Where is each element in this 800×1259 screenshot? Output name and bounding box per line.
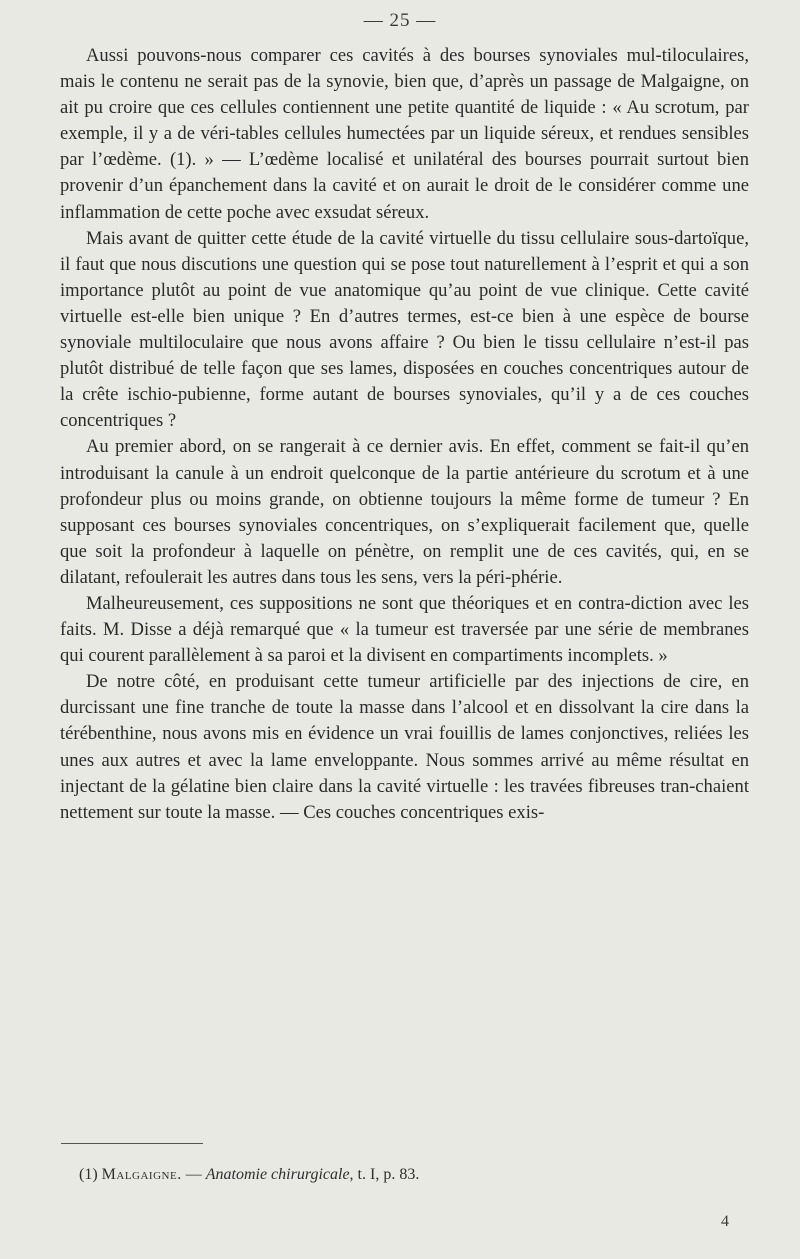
- footnote-divider: [61, 1143, 203, 1144]
- footnote-reference: , t. I, p. 83.: [349, 1166, 420, 1183]
- paragraph: Aussi pouvons-nous comparer ces cavités à des bourses synoviales mul-tiloculaires, mais le contenu ne serait pas de la synovie, bien que, d’après un passage de Malgaigne, on ait pu croire que ces cellules contiennent une petite quantité de liquide : « Au scrotum, par exemple, il y a de véri-tables cellules humectées par un liquide séreux, et rendues sensibles par l’œdème. (1). » — L’œdème localisé et unilatéral des bourses pourrait surtout bien provenir d’un épanchement dans la cavité et on aurait le droit de le considérer comme une inflammation de cette poche avec exsudat séreux.: [60, 45, 749, 223]
- paragraph: De notre côté, en produisant cette tumeur artificielle par des injections de cire, en durcissant une fine tranche de toute la masse dans l’alcool et en dissolvant la cire dans la térébenthine, nous avons mis en évidence un vrai fouillis de lames conjonctives, reliées les unes aux autres et avec la lame enveloppante. Nous sommes arrivé au même résultat en injectant de la gélatine bien claire dans la cavité virtuelle : les travées fibreuses tran-chaient nettement sur toute la masse. — Ces couches concentriques exis-: [60, 671, 749, 823]
- signature-mark: 4: [721, 1213, 729, 1230]
- paragraph: Malheureusement, ces suppositions ne sont que théoriques et en contra-diction avec les faits. M. Disse a déjà remarqué que « la tumeur est traversée par une série de membranes qui courent parallèlement à sa paroi et la divisent en compartiments incomplets. »: [60, 592, 749, 667]
- paragraph: Mais avant de quitter cette étude de la cavité virtuelle du tissu cellulaire sous-dartoïque, il faut que nous discutions une question qui se pose tout naturellement à l’esprit et qui a son importance plutôt au point de vue anatomique qu’au point de vue clinique. Cette cavité virtuelle est-elle bien unique ? En d’autres termes, est-ce bien à une espèce de bourse synoviale multiloculaire que nous avons affaire ? Ou bien le tissu cellulaire n’est-il pas plutôt distribué de telle façon que ses lames, disposées en couches concentriques autour de la crête ischio-pubienne, forme autant de bourses synoviales, qu’il y a de ces couches concentriques ?: [60, 227, 749, 432]
- body-text: [60, 43, 749, 826]
- footnote: [79, 1165, 419, 1185]
- footnote-marker: (1): [79, 1166, 98, 1183]
- page-number: — 25 —: [363, 10, 437, 31]
- footnote-dash: —: [185, 1166, 202, 1183]
- paragraph: Au premier abord, on se rangerait à ce dernier avis. En effet, comment se fait-il qu’en introduisant la canule à un endroit quelconque de la partie antérieure du scrotum et à une profondeur plus ou moins grande, on obtienne toujours la même forme de tumeur ? En supposant ces bourses synoviales concentriques, on s’expliquerait facilement que, quelle que soit la profondeur à laquelle on pénètre, on remplit une de ces cavités, qui, en se dilatant, refoulerait les autres dans tous les sens, vers la péri-phérie.: [60, 436, 749, 588]
- footnote-title: Anatomie chirurgicale: [205, 1166, 350, 1183]
- footnote-author: Malgaigne.: [101, 1166, 182, 1183]
